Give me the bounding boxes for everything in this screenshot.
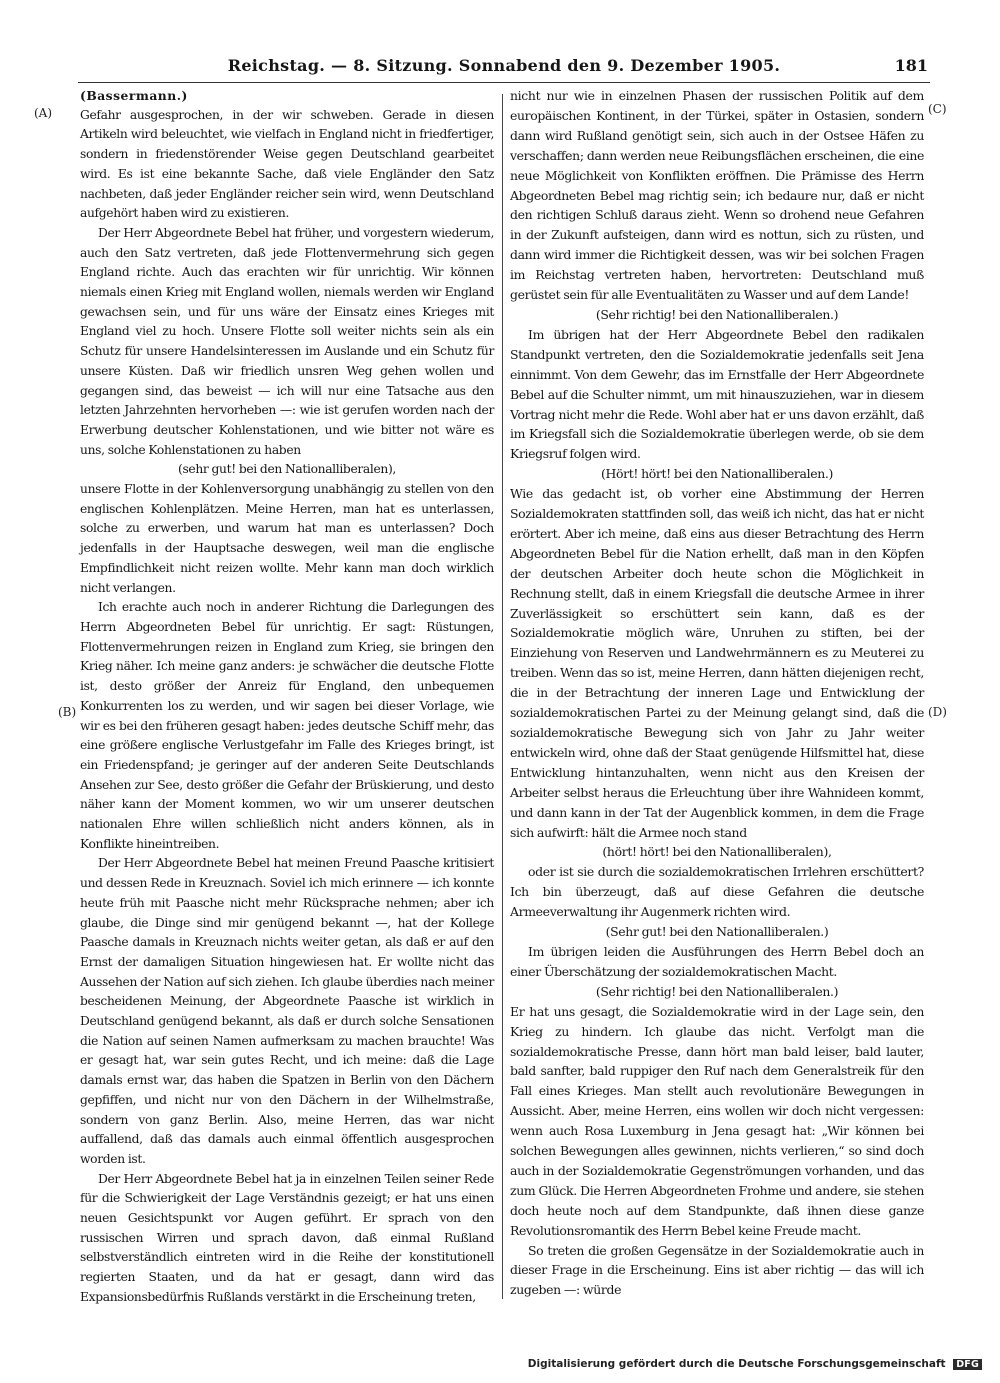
- margin-marker-b: (B): [58, 705, 77, 719]
- left-paragraph: Der Herr Abgeordnete Bebel hat ja in einzelnen Teilen seiner Rede für die Schwierigkeit der Lage Verständnis gezeigt; er hat uns einen neuen Gesichtspunkt vor Augen geführt. Er sprach von den russischen Wirren und sprach davon, daß einmal Rußland selbstverständlich eintreten wird in die Reihe der konstitutionell regierten Staaten, und da hat er gesagt, dann wird das Expansionsbedürfnis Rußlands verstärkt in die Erscheinung treten,: [80, 1171, 494, 1304]
- right-paragraph: Wie das gedacht ist, ob vorher eine Abstimmung der Herren Sozialdemokraten stattfinden soll, das weiß ich nicht, das hat er nicht erörtert. Aber ich meine, daß eins aus dieser Betrachtung des Herrn Abgeordneten Bebel für die Nation erhellt, daß man in den Köpfen der deutschen Arbeiter doch heute schon die Möglichkeit in Rechnung stellt, daß in einem Kriegsfall die deutsche Armee in ihrer Zuverlässigkeit so erschüttert sein kann, daß es der Sozialdemokratie möglich wäre, Unruhen zu stiften, bei der Einziehung von Reserven und Landwehrmännern es zu Meuterei zu treiben. Wenn das so ist, meine Herren, dann hätten diejenigen recht, die in der Betrachtung der inneren Lage und Entwicklung der sozialdemokratischen Partei zu der Meinung gelangt sind, daß die sozialdemokratische Bewegung sich von Jahr zu Jahr weiter entwickeln wird, ohne daß der Staat genügende Hilfsmittel hat, diese Entwicklung hintanzuhalten, wenn nicht aus den Kreisen der Arbeiter selbst heraus die Erleuchtung über ihre Wahnideen kommt, und dann kann in der Tat der Augenblick kommen, in dem die Frage sich aufwirft: hält die Armee noch stand: [510, 486, 924, 840]
- margin-marker-c: (C): [928, 102, 947, 116]
- right-paragraph: So treten die großen Gegensätze in der Sozialdemokratie auch in dieser Frage in die Erscheinung. Eins ist aber richtig — das will ich zugeben —: würde: [510, 1242, 924, 1298]
- dfg-logo: DFG: [953, 1359, 982, 1370]
- column-divider: [502, 94, 503, 1299]
- margin-marker-d: (D): [928, 705, 947, 719]
- header-title: Reichstag. — 8. Sitzung. Sonnabend den 9. Dezember 1905.: [227, 56, 781, 75]
- header-rule: [78, 82, 930, 83]
- left-paragraph: Ich erachte auch noch in anderer Richtung die Darlegungen des Herrn Abgeordneten Bebel für unrichtig. Er sagt: Rüstungen, Flottenvermehrungen reizen in England zum Krieg, sie bringen den Krieg näher. Ich meine ganz anders: je schwächer die deutsche Flotte ist, desto größer der Anreiz für England, den unbequemen Konkurrenten los zu werden, und wir sagen bei dieser Vorlage, wie wir es bei den früheren gesagt haben: jedes deutsche Schiff mehr, das eine größere englische Verlustgefahr im Falle des Krieges bringt, ist ein Friedenspfand; je geringer auf der anderen Seite Deutschlands Ansehen zur See, desto größer die Gefahr der Brüskierung, und desto näher kann der Moment kommen, wo wir um unserer deutschen nationalen Ehre willen schließlich nicht anders können, als in Konflikte hineintreiben.: [80, 600, 494, 851]
- footer-credit: Digitalisierung gefördert durch die Deutsche Forschungsgemeinschaft: [527, 1358, 946, 1370]
- left-paragraph: unsere Flotte in der Kohlenversorgung unabhängig zu stellen von den englischen Kohlenplätzen. Meine Herren, man hat es unterlassen, solche zu erwerben, und warum hat man es unterlassen? Doch jedenfalls in der Hauptsache deswegen, weil man die englische Empfindlichkeit nicht reizen wollte. Mehr kann man doch wirklich nicht verlangen.: [80, 482, 494, 595]
- left-column: [80, 86, 494, 1308]
- left-paragraph: Der Herr Abgeordnete Bebel hat meinen Freund Paasche kritisiert und dessen Rede in Kreuznach. Soviel ich mich erinnere — ich konnte heute früh mit Paasche nicht mehr Rücksprache nehmen; aber ich glaube, die Dinge sind mir genügend bekannt —, hat der Kollege Paasche damals in Kreuznach nichts weiter getan, als daß er auf den Ernst der damaligen Situation hingewiesen hat. Er wollte nicht das Aussehen der Nation auf sich ziehen. Ich glaube überdies nach meiner bescheidenen Meinung, der Abgeordnete Paasche ist wirklich in Deutschland genügend bekannt, als daß er durch solche Sensationen die Nation auf seinen Namen aufmerksam zu machen brauchte! Was er gesagt hat, war sein gutes Recht, und ich meine: daß die Lage damals ernst war, das haben die Spatzen in Berlin von den Dächern gepfiffen, und nicht nur von den Dächern in der Wilhelmstraße, sondern von ganz Berlin. Also, meine Herren, das war nicht auffallend, daß das damals auch einmal öffentlich ausgesprochen worden ist.: [80, 856, 494, 1166]
- footer: [528, 1358, 982, 1370]
- right-paragraph: oder ist sie durch die sozialdemokratischen Irrlehren erschüttert? Ich bin überzeugt, daß auf diese Gefahren die deutsche Armeeverwaltung ihr Augenmerk richten wird.: [510, 864, 924, 920]
- left-speaker-name: (Bassermann.): [80, 88, 188, 103]
- right-interjection: (Sehr richtig! bei den Nationalliberalen.): [595, 983, 839, 999]
- right-paragraph: Im übrigen hat der Herr Abgeordnete Bebel den radikalen Standpunkt vertreten, den die Sozialdemokratie jedenfalls seit Jena einnimmt. Von dem Gewehr, das im Ernstfalle der Herr Abgeordnete Bebel auf die Schulter nimmt, um mit hinauszuziehen, war in diesem Vortrag nicht mehr die Rede. Wohl aber hat er uns davon erzählt, daß im Kriegsfall sich die Sozialdemokratie überlegen werde, ob sie dem Kriegsruf folgen wird.: [510, 326, 924, 462]
- right-paragraph: Er hat uns gesagt, die Sozialdemokratie wird in der Lage sein, den Krieg zu hindern. Ich glaube das nicht. Verfolgt man die sozialdemokratische Presse, dann hört man bald leiser, bald lauter, bald sanfter, bald ruppiger den Ruf nach dem Generalstreik für den Fall eines Krieges. Man stellt auch revolutionäre Bewegungen in Aussicht. Aber, meine Herren, eins wollen wir doch nicht vergessen: wenn auch Rosa Luxemburg in Jena gesagt hat: „Wir können bei solchen Bewegungen alles gewinnen, nichts verlieren,“ so sind doch auch in der Sozialdemokratie Gegenströmungen vorhanden, und das zum Glück. Die Herren Abgeordneten Frohme und andere, sie stehen doch heute noch auf dem Standpunkte, daß ihnen diese ganze Revolutionsromantik des Herrn Bebel keine Freude macht.: [510, 1003, 924, 1238]
- right-interjection: (Hört! hört! bei den Nationalliberalen.): [601, 466, 833, 482]
- right-paragraph: nicht nur wie in einzelnen Phasen der russischen Politik auf dem europäischen Kontinent, in der Türkei, später in Ostasien, sondern dann wird Rußland genötigt sein, sich auch in der Ostsee Häfen zu verschaffen; dann werden neue Reibungsflächen erscheinen, die eine neue Möglichkeit von Konflikten eröffnen. Die Prämisse des Herrn Abgeordneten Bebel mag richtig sein; ich bedaure nur, daß er nicht den richtigen Schluß daraus zieht. Wenn so drohend neue Gefahren in der Zukunft aufsteigen, dann wird es nottun, sich zu rüsten, und dann wird immer die Richtigkeit dessen, was wir bei solchen Fragen im Reichstag vertreten haben, hervortreten: Deutschland muß gerüstet sein für alle Eventualitäten zu Wasser und auf dem Lande!: [510, 88, 924, 303]
- page-number: 181: [894, 56, 928, 75]
- left-paragraph: Gefahr ausgesprochen, in der wir schweben. Gerade in diesen Artikeln wird beleuchtet, wie vielfach in England nicht in friedfertiger, sondern in friedenstörender Weise gegen Deutschland gearbeitet wird. Es ist eine bekannte Sache, daß viele Engländer den Satz nachbeten, daß jeder Engländer reicher sein wird, wenn Deutschland aufgehört haben wird zu existieren.: [80, 107, 494, 221]
- right-column: [510, 86, 924, 1308]
- left-paragraph: Der Herr Abgeordnete Bebel hat früher, und vorgestern wiederum, auch den Satz vertreten, daß jede Flottenvermehrung sich gegen England richte. Auch das erachten wir für unrichtig. Wir können niemals einen Krieg mit England wollen, niemals werden wir England gewachsen sein, und für uns wäre der Einsatz eines Krieges mit England viel zu hoch. Unsere Flotte soll weiter nichts sein als ein Schutz für unsere Handelsinteressen im Auslande und ein Schutz für unsere Küsten. Daß wir friedlich unsren Weg gehen wollen und gegangen sind, das beweist — ich will nur eine Tatsache aus den letzten Jahrzehnten hervorheben —: wie ist gerufen worden nach der Erwerbung deutscher Kohlenstationen, und wie bitter not wäre es uns, solche Kohlenstationen zu haben: [80, 225, 494, 457]
- margin-marker-a: (A): [34, 106, 53, 120]
- right-interjection: (Sehr gut! bei den Nationalliberalen.): [605, 924, 829, 940]
- right-interjection: (Sehr richtig! bei den Nationalliberalen.): [595, 306, 839, 322]
- right-interjection: (hört! hört! bei den Nationalliberalen),: [602, 844, 832, 860]
- left-interjection: (sehr gut! bei den Nationalliberalen),: [178, 462, 396, 477]
- right-paragraph: Im übrigen leiden die Ausführungen des Herrn Bebel doch an einer Überschätzung der sozialdemokratischen Macht.: [510, 943, 924, 979]
- running-header: [78, 52, 930, 80]
